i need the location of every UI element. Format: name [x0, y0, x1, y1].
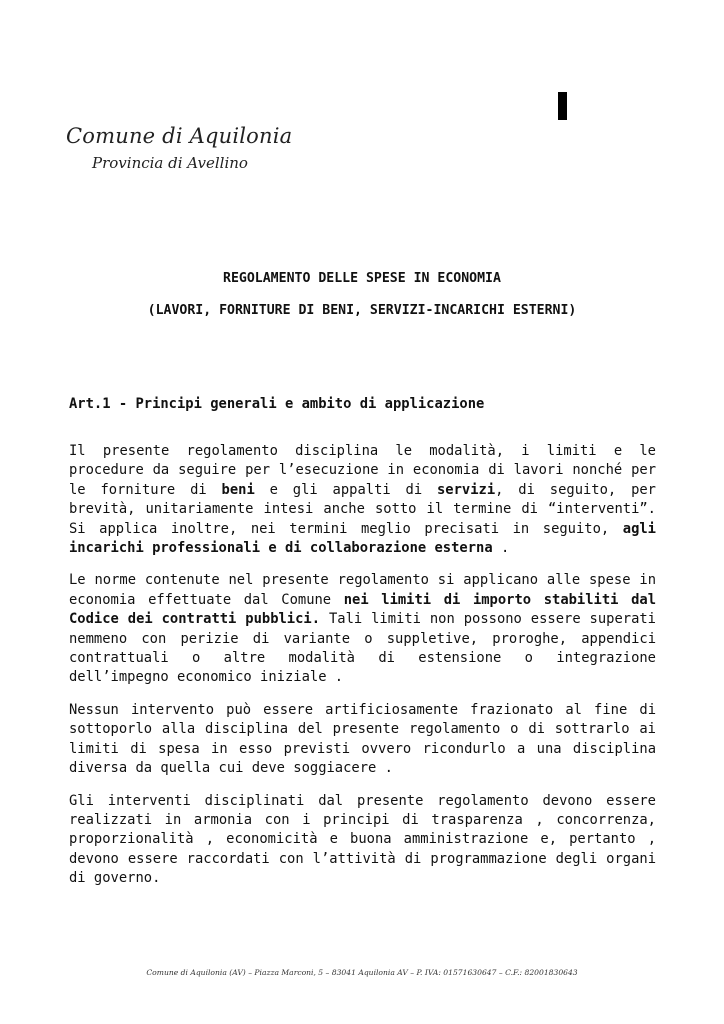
- paragraph-2-text-b: Tali limiti non possono essere superati nemmeno con perizie di variante o suppletive, proroghe, appendici contrattuali o altre modalità di estensione o integrazione dell’impegno economico iniziale .: [69, 611, 656, 686]
- letterhead: [66, 124, 292, 172]
- page-mark: [558, 92, 567, 120]
- article-heading: Art.1 - Principi generali e ambito di applicazione: [69, 396, 485, 412]
- paragraph-2: [69, 571, 656, 687]
- paragraph-1-bold-incarichi: agli incarichi professionali e di collaborazione esterna: [69, 520, 656, 557]
- paragraph-2-text-a: Le norme contenute nel presente regolamento si applicano alle spese in economia effettuate dal Comune: [69, 572, 656, 608]
- paragraph-1-bold-beni: beni: [221, 481, 255, 498]
- article-body: [69, 442, 656, 902]
- document-title: REGOLAMENTO DELLE SPESE IN ECONOMIA: [223, 271, 501, 286]
- paragraph-1-text-d: .: [492, 540, 510, 557]
- paragraph-4: Gli interventi disciplinati dal presente regolamento devono essere realizzati in armonia con i principi di trasparenza , concorrenza, proporzionalità , economicità e buona amministrazione e, pertanto , devono essere raccordati con l’attività di programmazione degli organi di governo.: [69, 792, 656, 887]
- page-footer: Comune di Aquilonia (AV) – Piazza Marconi, 5 – 83041 Aquilonia AV – P. IVA: 01571630647 – C.F.: 82001830643: [146, 968, 578, 977]
- comune-name: Comune di Aquilonia: [66, 124, 293, 148]
- paragraph-2-bold-limiti: nei limiti di importo stabiliti dal Codice dei contratti pubblici.: [69, 591, 656, 628]
- paragraph-1: [69, 442, 656, 558]
- paragraph-1-text-c: , di seguito, per brevità, unitariamente intesi anche sotto il termine di “interventi”. Si applica inoltre, nei termini meglio precisati in seguito,: [69, 481, 656, 537]
- paragraph-1-bold-servizi: servizi: [437, 481, 496, 498]
- paragraph-1-text-b: e gli appalti di: [254, 481, 437, 498]
- paragraph-1-text-a: Il presente regolamento disciplina le modalità, i limiti e le procedure da seguire per l’esecuzione in economia di lavori nonché per le forniture di: [69, 443, 656, 498]
- province-name: Provincia di Avellino: [92, 154, 248, 172]
- document-subtitle: (LAVORI, FORNITURE DI BENI, SERVIZI-INCARICHI ESTERNI): [147, 303, 577, 318]
- paragraph-3: Nessun intervento può essere artificiosamente frazionato al fine di sottoporlo alla disciplina del presente regolamento o di sottrarlo ai limiti di spesa in esso previsti ovvero ricondurlo a una disciplina diversa da quella cui deve soggiacere .: [69, 701, 656, 777]
